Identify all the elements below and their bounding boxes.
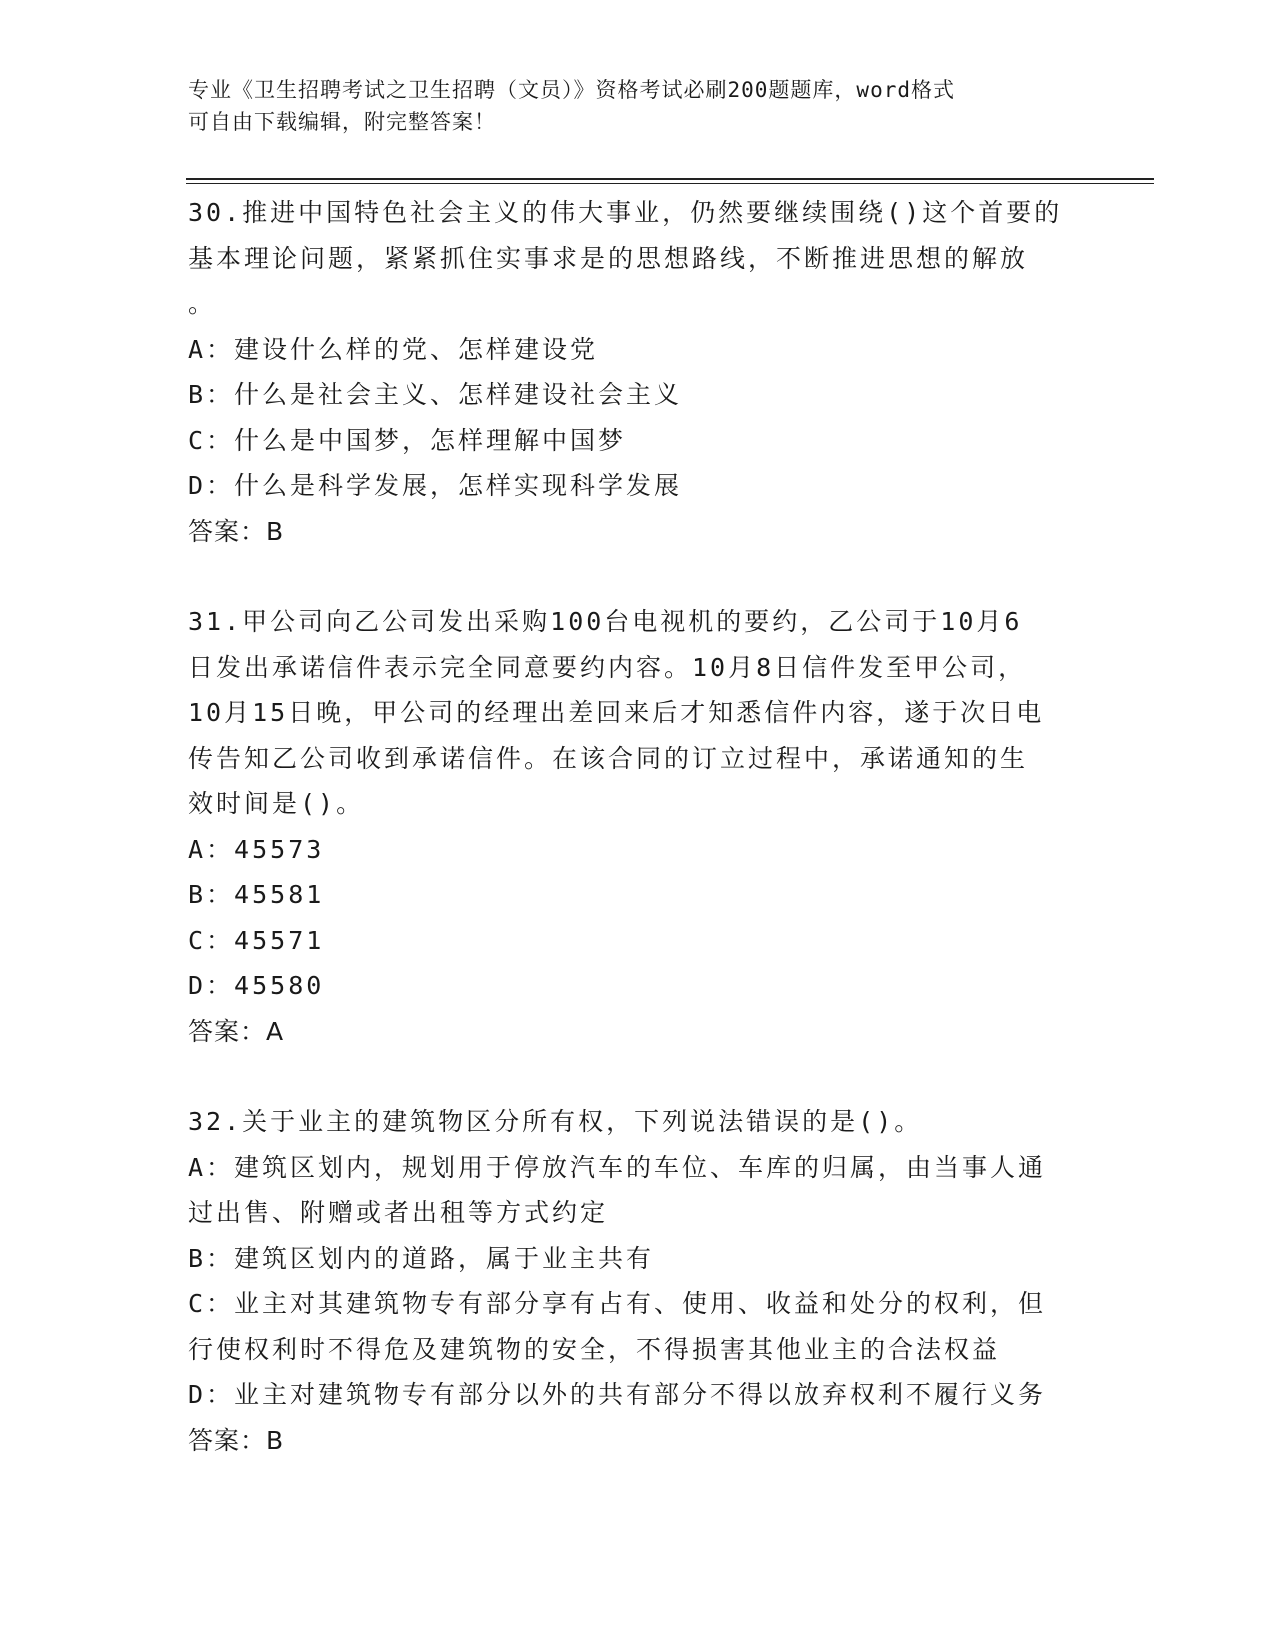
answer-label: 答案：B xyxy=(188,1425,285,1455)
question-stem-line: 30.推进中国特色社会主义的伟大事业，仍然要继续围绕()这个首要的 xyxy=(188,198,1063,227)
option-c: C：业主对其建筑物专有部分享有占有、使用、收益和处分的权利，但 xyxy=(188,1289,1047,1318)
question-stem-line: 32.关于业主的建筑物区分所有权，下列说法错误的是()。 xyxy=(188,1107,923,1136)
document-header xyxy=(188,74,1088,138)
question-stem-line: 效时间是()。 xyxy=(188,789,365,818)
option-b: B：什么是社会主义、怎样建设社会主义 xyxy=(188,380,683,409)
question-stem-line: 日发出承诺信件表示完全同意要约内容。10月8日信件发至甲公司， xyxy=(188,652,1027,682)
option-a-continued: 过出售、附赠或者出租等方式约定 xyxy=(188,1198,609,1227)
question-30 xyxy=(188,190,1088,554)
question-32 xyxy=(188,1099,1088,1463)
header-divider-thin xyxy=(186,183,1154,184)
question-spacer xyxy=(188,554,1088,599)
option-c-continued: 行使权利时不得危及建筑物的安全，不得损害其他业主的合法权益 xyxy=(188,1334,1001,1364)
question-31 xyxy=(188,599,1088,1054)
option-b: B：建筑区划内的道路，属于业主共有 xyxy=(188,1243,655,1273)
header-line-1: 专业《卫生招聘考试之卫生招聘（文员）》资格考试必刷200题题库，word格式 xyxy=(188,78,955,102)
option-d: D：什么是科学发展，怎样实现科学发展 xyxy=(188,471,683,500)
option-a: A：建设什么样的党、怎样建设党 xyxy=(188,334,599,364)
option-d: D：业主对建筑物专有部分以外的共有部分不得以放弃权利不履行义务 xyxy=(188,1380,1047,1409)
question-stem-line: 10月15日晚，甲公司的经理出差回来后才知悉信件内容，遂于次日电 xyxy=(188,698,1045,727)
question-list xyxy=(188,190,1088,1463)
option-c: C：45571 xyxy=(188,925,325,955)
answer-label: 答案：B xyxy=(188,516,285,546)
question-stem-line: 。 xyxy=(188,289,217,318)
option-d: D：45580 xyxy=(188,971,325,1000)
question-stem-line: 传告知乙公司收到承诺信件。在该合同的订立过程中，承诺通知的生 xyxy=(188,743,1029,773)
option-c: C：什么是中国梦，怎样理解中国梦 xyxy=(188,425,627,455)
option-a: A：建筑区划内，规划用于停放汽车的车位、车库的归属，由当事人通 xyxy=(188,1152,1047,1182)
question-spacer xyxy=(188,1054,1088,1099)
answer-label: 答案：A xyxy=(188,1016,285,1046)
option-b: B：45581 xyxy=(188,880,325,909)
question-stem-line: 基本理论问题，紧紧抓住实事求是的思想路线，不断推进思想的解放 xyxy=(188,243,1029,273)
header-line-2: 可自由下载编辑，附完整答案！ xyxy=(188,110,496,134)
question-stem-line: 31.甲公司向乙公司发出采购100台电视机的要约，乙公司于10月6 xyxy=(188,607,1023,636)
header-divider-thick xyxy=(186,178,1154,180)
option-a: A：45573 xyxy=(188,834,325,864)
